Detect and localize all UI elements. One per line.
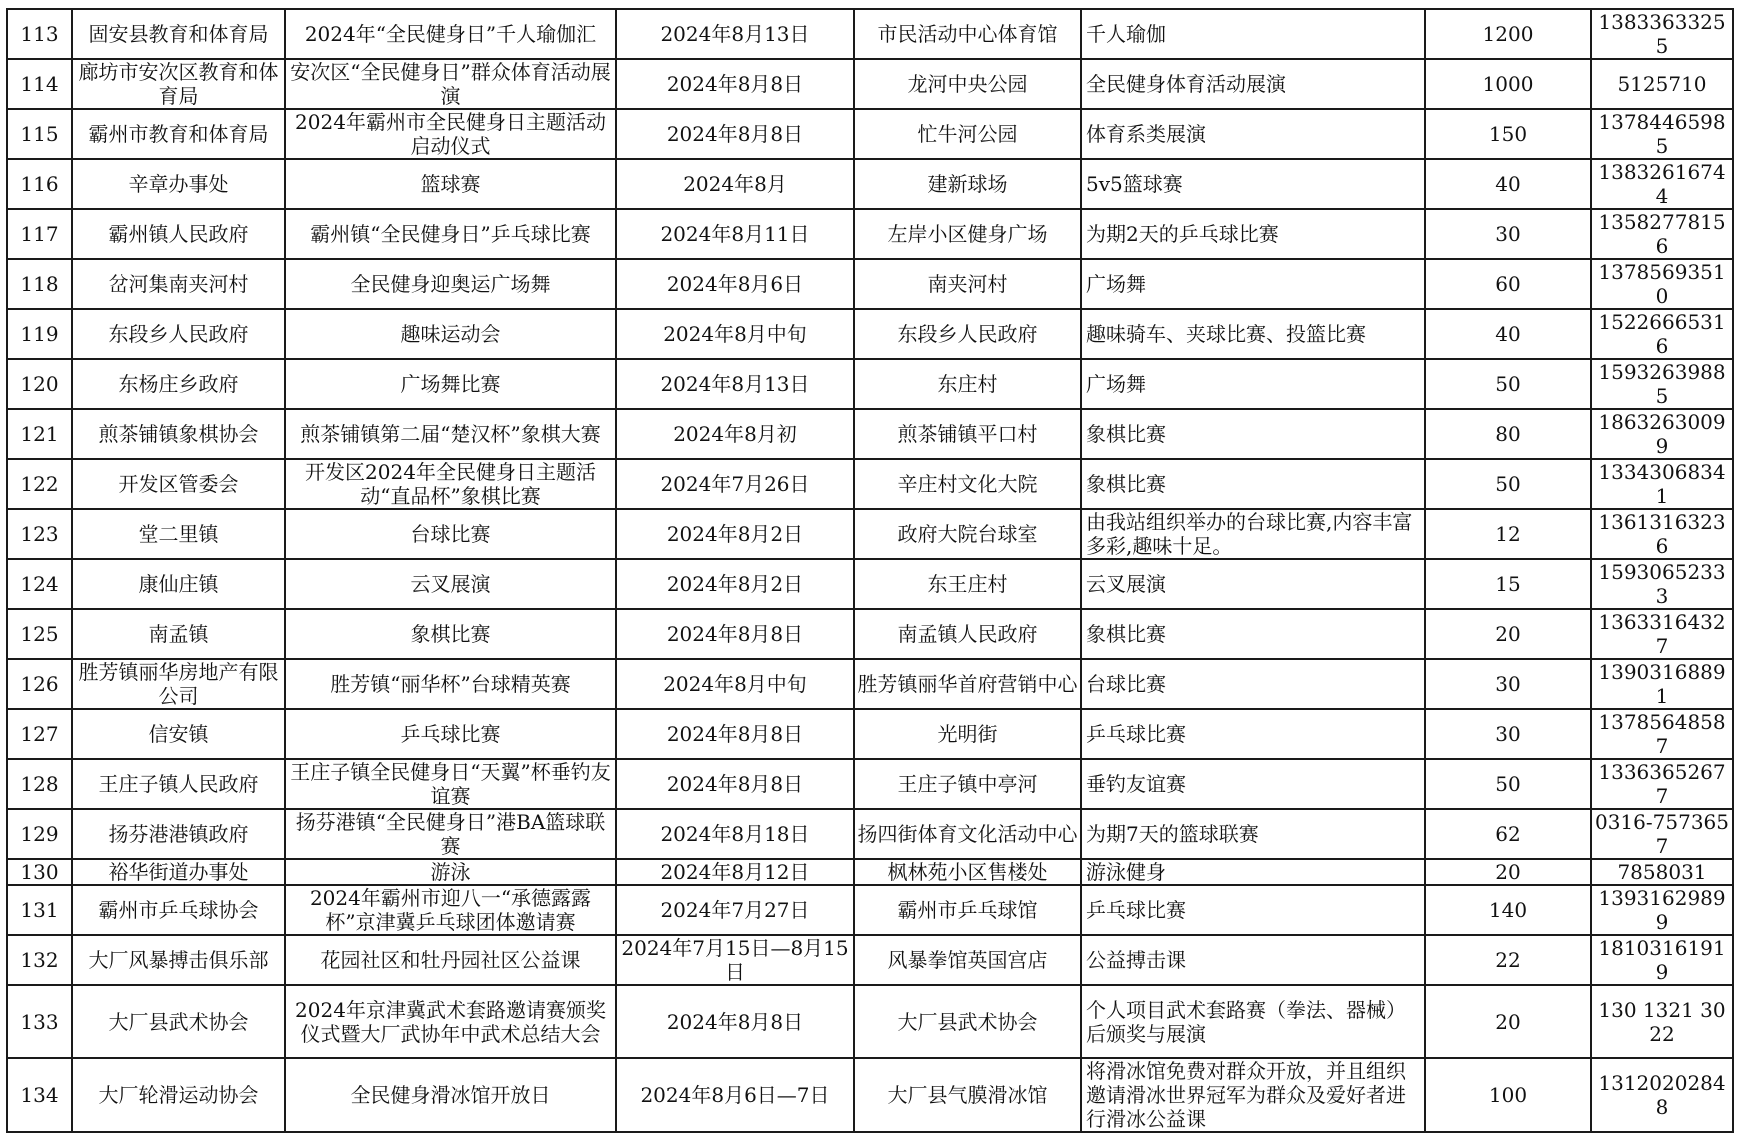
row-number-cell: 117 [7, 209, 72, 259]
phone-cell: 130 1321 3022 [1591, 985, 1733, 1058]
row-number-cell: 118 [7, 259, 72, 309]
venue-cell: 左岸小区健身广场 [854, 209, 1081, 259]
participants-cell: 60 [1425, 259, 1591, 309]
table-row [7, 809, 1733, 859]
row-number-cell: 119 [7, 309, 72, 359]
table-row [7, 409, 1733, 459]
participants-cell: 30 [1425, 709, 1591, 759]
content-cell: 广场舞 [1081, 259, 1425, 309]
table-row [7, 659, 1733, 709]
event-name-cell: 开发区2024年全民健身日主题活动“直品杯”象棋比赛 [285, 459, 616, 509]
venue-cell: 东庄村 [854, 359, 1081, 409]
table-row [7, 935, 1733, 985]
content-cell: 垂钓友谊赛 [1081, 759, 1425, 809]
content-cell: 5v5篮球赛 [1081, 159, 1425, 209]
organizer-cell: 南孟镇 [72, 609, 285, 659]
row-number-cell: 128 [7, 759, 72, 809]
organizer-cell: 岔河集南夹河村 [72, 259, 285, 309]
phone-cell: 13785648587 [1591, 709, 1733, 759]
row-number-cell: 113 [7, 9, 72, 59]
content-cell: 象棋比赛 [1081, 609, 1425, 659]
participants-cell: 20 [1425, 859, 1591, 885]
row-number-cell: 131 [7, 885, 72, 935]
event-name-cell: 2024年霸州市全民健身日主题活动启动仪式 [285, 109, 616, 159]
table-body [7, 9, 1733, 1132]
table-row [7, 259, 1733, 309]
phone-cell: 13903168891 [1591, 659, 1733, 709]
content-cell: 由我站组织举办的台球比赛,内容丰富多彩,趣味十足。 [1081, 509, 1425, 559]
phone-cell: 13363652677 [1591, 759, 1733, 809]
organizer-cell: 大厂轮滑运动协会 [72, 1058, 285, 1132]
content-cell: 台球比赛 [1081, 659, 1425, 709]
phone-cell: 13784465985 [1591, 109, 1733, 159]
phone-cell: 15930652333 [1591, 559, 1733, 609]
event-name-cell: 花园社区和牡丹园社区公益课 [285, 935, 616, 985]
organizer-cell: 扬芬港港镇政府 [72, 809, 285, 859]
organizer-cell: 大厂县武术协会 [72, 985, 285, 1058]
phone-cell: 0316-7573657 [1591, 809, 1733, 859]
venue-cell: 霸州市乒乓球馆 [854, 885, 1081, 935]
phone-cell: 13785693510 [1591, 259, 1733, 309]
row-number-cell: 114 [7, 59, 72, 109]
venue-cell: 南孟镇人民政府 [854, 609, 1081, 659]
phone-cell: 13832616744 [1591, 159, 1733, 209]
date-cell: 2024年8月18日 [616, 809, 854, 859]
event-name-cell: 2024年京津冀武术套路邀请赛颁奖仪式暨大厂武协年中武术总结大会 [285, 985, 616, 1058]
row-number-cell: 129 [7, 809, 72, 859]
table-row [7, 509, 1733, 559]
content-cell: 为期7天的篮球联赛 [1081, 809, 1425, 859]
date-cell: 2024年8月中旬 [616, 309, 854, 359]
row-number-cell: 126 [7, 659, 72, 709]
date-cell: 2024年7月15日—8月15日 [616, 935, 854, 985]
venue-cell: 胜芳镇丽华首府营销中心 [854, 659, 1081, 709]
row-number-cell: 134 [7, 1058, 72, 1132]
date-cell: 2024年8月8日 [616, 985, 854, 1058]
participants-cell: 15 [1425, 559, 1591, 609]
event-name-cell: 煎茶铺镇第二届“楚汉杯”象棋大赛 [285, 409, 616, 459]
participants-cell: 12 [1425, 509, 1591, 559]
row-number-cell: 115 [7, 109, 72, 159]
organizer-cell: 堂二里镇 [72, 509, 285, 559]
date-cell: 2024年8月12日 [616, 859, 854, 885]
row-number-cell: 124 [7, 559, 72, 609]
content-cell: 乒乓球比赛 [1081, 709, 1425, 759]
organizer-cell: 霸州市乒乓球协会 [72, 885, 285, 935]
content-cell: 游泳健身 [1081, 859, 1425, 885]
date-cell: 2024年7月27日 [616, 885, 854, 935]
phone-cell: 13582778156 [1591, 209, 1733, 259]
content-cell: 云叉展演 [1081, 559, 1425, 609]
organizer-cell: 霸州市教育和体育局 [72, 109, 285, 159]
venue-cell: 政府大院台球室 [854, 509, 1081, 559]
participants-cell: 30 [1425, 209, 1591, 259]
organizer-cell: 康仙庄镇 [72, 559, 285, 609]
venue-cell: 忙牛河公园 [854, 109, 1081, 159]
date-cell: 2024年8月8日 [616, 759, 854, 809]
date-cell: 2024年8月8日 [616, 109, 854, 159]
table-row [7, 609, 1733, 659]
venue-cell: 光明街 [854, 709, 1081, 759]
table-row [7, 359, 1733, 409]
participants-cell: 50 [1425, 459, 1591, 509]
table-row [7, 709, 1733, 759]
phone-cell: 13633164327 [1591, 609, 1733, 659]
table-row [7, 859, 1733, 885]
table-row [7, 209, 1733, 259]
date-cell: 2024年8月 [616, 159, 854, 209]
event-name-cell: 2024年“全民健身日”千人瑜伽汇 [285, 9, 616, 59]
organizer-cell: 信安镇 [72, 709, 285, 759]
participants-cell: 20 [1425, 609, 1591, 659]
event-name-cell: 扬芬港镇“全民健身日”港BA篮球联赛 [285, 809, 616, 859]
row-number-cell: 116 [7, 159, 72, 209]
date-cell: 2024年8月13日 [616, 359, 854, 409]
event-name-cell: 胜芳镇“丽华杯”台球精英赛 [285, 659, 616, 709]
row-number-cell: 122 [7, 459, 72, 509]
date-cell: 2024年8月初 [616, 409, 854, 459]
row-number-cell: 125 [7, 609, 72, 659]
participants-cell: 22 [1425, 935, 1591, 985]
content-cell: 为期2天的乒乓球比赛 [1081, 209, 1425, 259]
participants-cell: 40 [1425, 309, 1591, 359]
date-cell: 2024年8月8日 [616, 609, 854, 659]
table-row [7, 109, 1733, 159]
venue-cell: 辛庄村文化大院 [854, 459, 1081, 509]
event-name-cell: 趣味运动会 [285, 309, 616, 359]
content-cell: 将滑冰馆免费对群众开放，并且组织邀请滑冰世界冠军为群众及爱好者进行滑冰公益课 [1081, 1058, 1425, 1132]
organizer-cell: 胜芳镇丽华房地产有限公司 [72, 659, 285, 709]
row-number-cell: 130 [7, 859, 72, 885]
participants-cell: 62 [1425, 809, 1591, 859]
participants-cell: 80 [1425, 409, 1591, 459]
participants-cell: 20 [1425, 985, 1591, 1058]
date-cell: 2024年8月8日 [616, 59, 854, 109]
content-cell: 千人瑜伽 [1081, 9, 1425, 59]
date-cell: 2024年8月11日 [616, 209, 854, 259]
participants-cell: 30 [1425, 659, 1591, 709]
event-name-cell: 篮球赛 [285, 159, 616, 209]
table-row [7, 459, 1733, 509]
organizer-cell: 霸州镇人民政府 [72, 209, 285, 259]
venue-cell: 扬四街体育文化活动中心 [854, 809, 1081, 859]
venue-cell: 煎茶铺镇平口村 [854, 409, 1081, 459]
row-number-cell: 120 [7, 359, 72, 409]
content-cell: 乒乓球比赛 [1081, 885, 1425, 935]
event-name-cell: 象棋比赛 [285, 609, 616, 659]
content-cell: 象棋比赛 [1081, 409, 1425, 459]
phone-cell: 13833633255 [1591, 9, 1733, 59]
organizer-cell: 辛章办事处 [72, 159, 285, 209]
content-cell: 象棋比赛 [1081, 459, 1425, 509]
event-name-cell: 王庄子镇全民健身日“天翼”杯垂钓友谊赛 [285, 759, 616, 809]
organizer-cell: 东段乡人民政府 [72, 309, 285, 359]
table-row [7, 9, 1733, 59]
date-cell: 2024年8月2日 [616, 509, 854, 559]
venue-cell: 风暴拳馆英国宫店 [854, 935, 1081, 985]
participants-cell: 40 [1425, 159, 1591, 209]
venue-cell: 大厂县气膜滑冰馆 [854, 1058, 1081, 1132]
participants-cell: 150 [1425, 109, 1591, 159]
venue-cell: 王庄子镇中亭河 [854, 759, 1081, 809]
date-cell: 2024年8月2日 [616, 559, 854, 609]
venue-cell: 建新球场 [854, 159, 1081, 209]
participants-cell: 100 [1425, 1058, 1591, 1132]
date-cell: 2024年8月6日 [616, 259, 854, 309]
date-cell: 2024年8月6日—7日 [616, 1058, 854, 1132]
row-number-cell: 123 [7, 509, 72, 559]
event-name-cell: 乒乓球比赛 [285, 709, 616, 759]
date-cell: 2024年7月26日 [616, 459, 854, 509]
venue-cell: 东段乡人民政府 [854, 309, 1081, 359]
participants-cell: 50 [1425, 359, 1591, 409]
event-name-cell: 台球比赛 [285, 509, 616, 559]
table-row [7, 1058, 1733, 1132]
venue-cell: 东王庄村 [854, 559, 1081, 609]
phone-cell: 13343068341 [1591, 459, 1733, 509]
content-cell: 全民健身体育活动展演 [1081, 59, 1425, 109]
phone-cell: 13613163236 [1591, 509, 1733, 559]
table-row [7, 159, 1733, 209]
venue-cell: 大厂县武术协会 [854, 985, 1081, 1058]
table-row [7, 59, 1733, 109]
content-cell: 体育系类展演 [1081, 109, 1425, 159]
row-number-cell: 121 [7, 409, 72, 459]
organizer-cell: 固安县教育和体育局 [72, 9, 285, 59]
phone-cell: 13120202848 [1591, 1058, 1733, 1132]
venue-cell: 枫林苑小区售楼处 [854, 859, 1081, 885]
organizer-cell: 王庄子镇人民政府 [72, 759, 285, 809]
participants-cell: 1000 [1425, 59, 1591, 109]
organizer-cell: 大厂风暴搏击俱乐部 [72, 935, 285, 985]
row-number-cell: 133 [7, 985, 72, 1058]
row-number-cell: 132 [7, 935, 72, 985]
table-row [7, 309, 1733, 359]
phone-cell: 13931629899 [1591, 885, 1733, 935]
content-cell: 公益搏击课 [1081, 935, 1425, 985]
event-name-cell: 全民健身迎奥运广场舞 [285, 259, 616, 309]
event-name-cell: 霸州镇“全民健身日”乒乓球比赛 [285, 209, 616, 259]
participants-cell: 140 [1425, 885, 1591, 935]
organizer-cell: 裕华街道办事处 [72, 859, 285, 885]
table-row [7, 759, 1733, 809]
participants-cell: 50 [1425, 759, 1591, 809]
phone-cell: 18632630099 [1591, 409, 1733, 459]
event-name-cell: 安次区“全民健身日”群众体育活动展演 [285, 59, 616, 109]
event-name-cell: 全民健身滑冰馆开放日 [285, 1058, 616, 1132]
venue-cell: 市民活动中心体育馆 [854, 9, 1081, 59]
date-cell: 2024年8月中旬 [616, 659, 854, 709]
activity-table [6, 8, 1734, 1133]
date-cell: 2024年8月13日 [616, 9, 854, 59]
participants-cell: 1200 [1425, 9, 1591, 59]
row-number-cell: 127 [7, 709, 72, 759]
venue-cell: 南夹河村 [854, 259, 1081, 309]
table-row [7, 559, 1733, 609]
phone-cell: 5125710 [1591, 59, 1733, 109]
phone-cell: 7858031 [1591, 859, 1733, 885]
organizer-cell: 廊坊市安次区教育和体育局 [72, 59, 285, 109]
phone-cell: 15932639885 [1591, 359, 1733, 409]
phone-cell: 18103161919 [1591, 935, 1733, 985]
table-row [7, 985, 1733, 1058]
event-name-cell: 广场舞比赛 [285, 359, 616, 409]
phone-cell: 15226665316 [1591, 309, 1733, 359]
event-name-cell: 2024年霸州市迎八一“承德露露杯”京津冀乒乓球团体邀请赛 [285, 885, 616, 935]
organizer-cell: 煎茶铺镇象棋协会 [72, 409, 285, 459]
venue-cell: 龙河中央公园 [854, 59, 1081, 109]
date-cell: 2024年8月8日 [616, 709, 854, 759]
organizer-cell: 东杨庄乡政府 [72, 359, 285, 409]
event-name-cell: 游泳 [285, 859, 616, 885]
event-name-cell: 云叉展演 [285, 559, 616, 609]
content-cell: 个人项目武术套路赛（拳法、器械）后颁奖与展演 [1081, 985, 1425, 1058]
content-cell: 广场舞 [1081, 359, 1425, 409]
content-cell: 趣味骑车、夹球比赛、投篮比赛 [1081, 309, 1425, 359]
organizer-cell: 开发区管委会 [72, 459, 285, 509]
table-row [7, 885, 1733, 935]
